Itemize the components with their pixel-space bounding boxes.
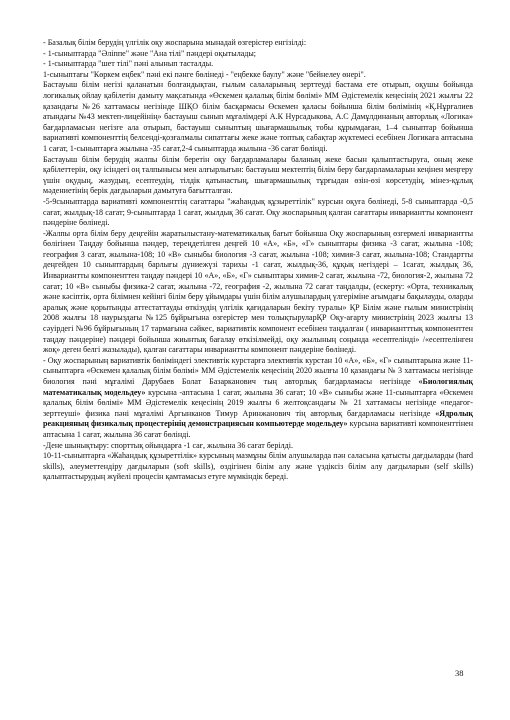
paragraph-p11: 10-11-сыныптарға «Жаһандық құзыреттілік» курсының мазмұны білім алушыларда пән саласына қатысты дағдыларды (hard skills), әлеуметтендіру дағдыларын (soft skills), өздігінен білім алу және үздіксіз білім алу дағдыларын (self skills) қалыптастырудың жүйелі процесін қамтамасыз етуге мүмкіндік береді. (43, 451, 473, 482)
paragraph-p7: -5-9сыныптарда вариативті компоненттің сағаттары "жаһандық құзыреттілік" курсын оқуға бөлінеді, 5-8 сыныптарда -0,5 сағат, жылдық-18 сағат; 9-сыныптарда 1 сағат, жылдық 36 сағат. Оқу жоспарының қалған сағаттары инвариантты компонент пәндеріне бөлінеді. (43, 196, 473, 228)
paragraph-p1: - Базалық білім берудің үлгілік оқу жоспарына мынадай өзгерістер енгізілді: (43, 38, 307, 47)
paragraph-p10: -Дене шынықтыру: спорттық ойындарға -1 сағ, жылына 36 сағат берілді. (43, 440, 293, 450)
paragraph-p6: Бастауыш білім берудің жалпы білім беретін оқу бағдарламалары баланың жеке басын қалыптастыруға, оның жеке қабілеттерін, оқу ісіндегі оң талпынысы мен алғырлығын: бастауыш мектептің білім беру бағдарламаларын кеңінен меңгеру үшін оқудың, жазудың, есептеудің, тілдік қатынастың, шығармашылық тұрғыдан өзін-өзі көрсетудің, мінез-құлық мәдениетінің берік дағдыларын дамытуға бағытталған. (43, 154, 473, 196)
text-run: курсына -аптасына 1 сағат, жылына 36 сағат; 10 «В» сыныбы және 11-сыныптарға «Өскемен қалалық білім бөлімі» ММ Әдістемелік кеңесінің 2019 жылғы 6 желтоқсандағы № 21 хаттамасы негізінде «педагог-зерттеуші» физика пәні мұғалімі Аргынканов Тимур Аринжанович тің авторлық бағдарламасы негізінде (43, 387, 473, 418)
paragraph-p3: - 1-сыныптарда "шет тілі" пәні алынып тасталды. (43, 59, 214, 69)
paragraph-p9 (43, 356, 473, 441)
page-number: 38 (455, 668, 464, 678)
text-run: - Оқу жоспарының вариативтік бөліміндегі элективтік курстарға элективтік курстан 10 «А», «Б», «Г» сыныптарына және 11-сыныптарға «Өскемен қалалық білім бөлімі» ММ Әдістемелік кеңесінің 2020 жылғы 10 қазандағы № 3 хаттамасы негізінде биология пәні мұғалімі Дарубаев Болат Базарканович тың авторлық бағдарламасы негізінде (43, 355, 473, 386)
paragraph-p2: - 1-сыныптарда "Әліппе" және "Ана тілі" пәндері оқытылады; (43, 48, 257, 58)
bold-course-title: «Биологиялық математикалық модельдеу» (43, 377, 473, 397)
bold-course-title: «Ядролық реакцияның физикалық процестерінің демонстрациясын компьютерде модельдеу» (43, 408, 473, 429)
paragraph-p5: Бастауыш білім негізі қаланатын болғандықтан, ғылым салаларының зерттеуді бастама ете отырып, оқушы бойында логикалық ойлау қабілетін дамыту мақсатында «Өскемен қалалық білім бөлімі» ММ Әдістемелік кеңесінің 2021 жылғы 22 қазандағы №26 хаттамасы негізінде ШҚО білім басқармасы Өскемен қаласы бойынша білім бөлімінің «Қ.Нұрғалиев атындағы №43 мектеп-лицейінің» бастауыш сынып мұғалімдері А.К Нурсадыкова, А.С Дамұлдинаның авторлық «Логика» бағдарламасын негізге ала отырып, бастауыш сыныптың шығармашылық тобы құрымдаған, 1–4 сыныптар бойынша вариативті компоненттің белсенді-қозғалмалы сипаттағы жеке және топтық сабақтар жүктемесі есебінен Логикаға аптасына 1 сағат, 1-сыныптарға жылына -35 сағат,2-4 сыныптарда жылына -36 сағат бөлінді. (43, 80, 473, 153)
document-body (43, 38, 473, 483)
text-run: курсына вариативті компоненттінен аптасына 1 сағат, жылына 36 сағат бөлінді. (43, 419, 474, 439)
paragraph-p4: 1-сыныптағы "Көркем еңбек" пәні екі пәнге бөлінеді - "еңбекке баулу" және "бейнелеу өнері". (43, 69, 366, 79)
paragraph-p8: -Жалпы орта білім беру деңгейін жаратылыстану-математикалық бағыт бойынша Оқу жоспарының өзгермелі инвариантты бөлігінен Таңдау бойынша пәндер, тереңдетілген деңгей 10 «А», «Б», «Г» сыныптары физика -3 сағат, жылына -108; география 3 сағат, жылына-108; 10 «В» сыныбы биология -3 сағат, жылына -108; химия-3 сағат, жылына-108; Стандартты деңгейден 10 сыныптардың барлығы дүниежүзі тарихы -1 сағат, жылдық-36, құқық негіздері – 1сағат, жылдық 36, Инвариантты компоненттен таңдау пәндері 10 «А», «Б», «Г» сыныптары химия-2 сағат, жылына -72, биология-2, жылына 72 сағат; 10 «В» сыныбы физика-2 сағат, жылына -72, география -2, жылына 72 сағат таңдалды, (ескерту: «Орта, техникалық және кәсіптік, орта білімнен кейінгі білім беру ұйымдары үшін білім алушылардың үлгеріміне ағымдағы бақылауды, оларды аралық және қорытынды аттестаттауды өткізудің үлгілік қағидаларын бекіту туралы» ҚР Білім және ғылым министрінің 2008 жылғы 18 наурыздағы №125 бұйрығына өзгерістер мен толықтыруларҚР Оқу-ағарту министрінің 2023 жылғы 13 сәуірдегі №96 бұйрығының 17 тармағына сәйкес, вариативтік компонент есебінен таңдалған ( инвариантттық компоненттен таңдау пәндеріне) пәндері бойынша жиынтық бағалау өткізілмейді, оқу жылының соңында «есептелінді» /«есептелінген жоқ» деген белгі жазылады), қалған сағаттары инвариантты компонент пәндеріне бөлінеді. (43, 228, 473, 355)
